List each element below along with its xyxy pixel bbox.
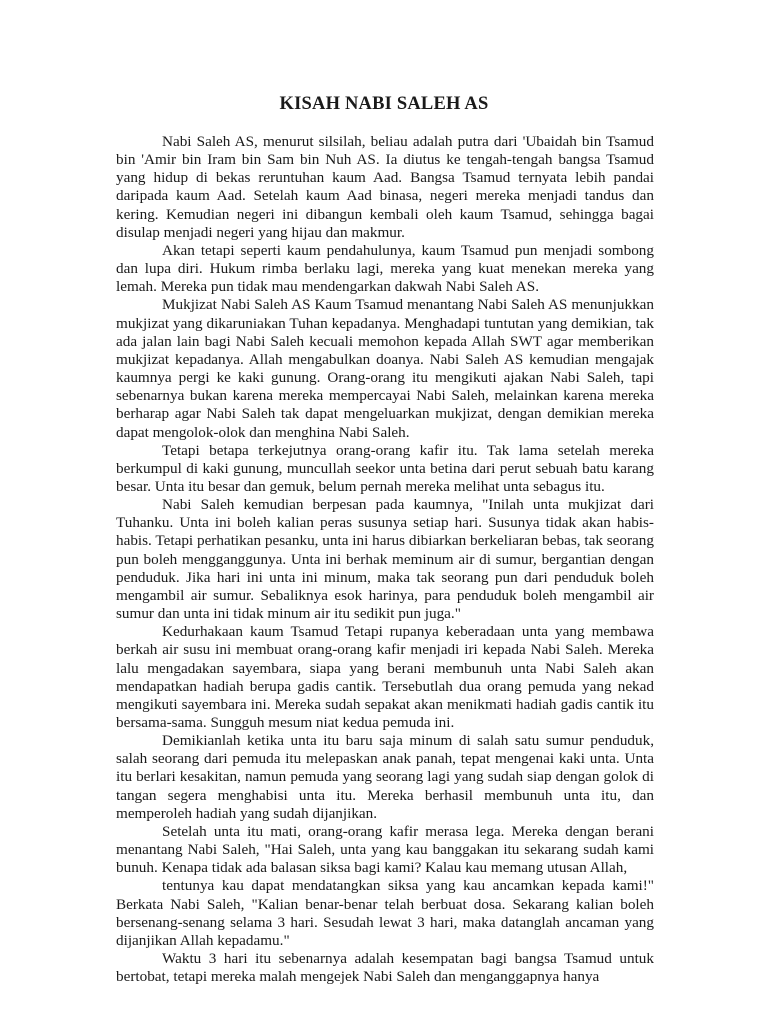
paragraph: tentunya kau dapat mendatangkan siksa yang kau ancamkan kepada kami!" Berkata Nabi Saleh, "Kalian benar-benar telah berbuat dosa. Sekarang kalian boleh bersenang-senang selama 3 hari. Sesudah lewat 3 hari, maka datanglah ancaman yang dijanjikan Allah kepadamu." xyxy=(116,877,654,949)
paragraph: Waktu 3 hari itu sebenarnya adalah kesempatan bagi bangsa Tsamud untuk bertobat, tetapi mereka malah mengejek Nabi Saleh dan menganggapnya hanya xyxy=(116,950,654,986)
paragraph: Mukjizat Nabi Saleh AS Kaum Tsamud menantang Nabi Saleh AS menunjukkan mukjizat yang dikaruniakan Tuhan kepadanya. Menghadapi tuntutan yang demikian, tak ada jalan lain bagi Nabi Saleh kecuali memohon kepada Allah SWT agar memberikan mukjizat kepadanya. Allah mengabulkan doanya. Nabi Saleh AS kemudian mengajak kaumnya pergi ke kaki gunung. Orang-orang itu mengikuti ajakan Nabi Saleh, tapi sebenarnya bukan karena mereka mempercayai Nabi Saleh, melainkan karena mereka berharap agar Nabi Saleh tak dapat mengeluarkan mukjizat, dengan demikian mereka dapat mengolok-olok dan menghina Nabi Saleh. xyxy=(116,296,654,441)
paragraph: Demikianlah ketika unta itu baru saja minum di salah satu sumur penduduk, salah seorang dari pemuda itu melepaskan anak panah, tepat mengenai kaki unta. Unta itu berlari kesakitan, namun pemuda yang seorang lagi yang sudah siap dengan golok di tangan segera menghabisi unta itu. Mereka berhasil membunuh unta itu, dan memperoleh hadiah yang sudah dijanjikan. xyxy=(116,732,654,822)
document-title: KISAH NABI SALEH AS xyxy=(279,94,489,114)
paragraph: Tetapi betapa terkejutnya orang-orang kafir itu. Tak lama setelah mereka berkumpul di kaki gunung, muncullah seekor unta betina dari perut sebuah batu karang besar. Unta itu besar dan gemuk, belum pernah mereka melihat unta sebagus itu. xyxy=(116,441,654,495)
document-body xyxy=(116,133,654,986)
paragraph: Setelah unta itu mati, orang-orang kafir merasa lega. Mereka dengan berani menantang Nabi Saleh, "Hai Saleh, unta yang kau banggakan itu sekarang sudah kami bunuh. Kenapa tidak ada balasan siksa bagi kami? Kalau kau memang utusan Allah, xyxy=(116,822,654,877)
paragraph: Nabi Saleh kemudian berpesan pada kaumnya, "Inilah unta mukjizat dari Tuhanku. Unta ini boleh kalian peras susunya setiap hari. Susunya tidak akan habis-habis. Tetapi perhatikan pesanku, unta ini harus dibiarkan berkeliaran bebas, tak seorang pun boleh mengganggunya. Unta ini berhak meminum air di sumur, bergantian dengan penduduk. Jika hari ini unta ini minum, maka tak seorang pun dari penduduk boleh mengambil air sumur. Sebaliknya esok harinya, para penduduk boleh mengambil air sumur dan unta ini tidak minum air itu sedikit pun juga." xyxy=(116,496,654,623)
paragraph: Kedurhakaan kaum Tsamud Tetapi rupanya keberadaan unta yang membawa berkah air susu ini membuat orang-orang kafir menjadi iri kepada Nabi Saleh. Mereka lalu mengadakan sayembara, siapa yang berani membunuh unta Nabi Saleh akan mendapatkan hadiah berupa gadis cantik. Tersebutlah dua orang pemuda yang nekad mengikuti sayembara ini. Mereka sudah sepakat akan menikmati hadiah gadis cantik itu bersama-sama. Sungguh mesum niat kedua pemuda ini. xyxy=(116,623,654,731)
paragraph: Akan tetapi seperti kaum pendahulunya, kaum Tsamud pun menjadi sombong dan lupa diri. Hukum rimba berlaku lagi, mereka yang kuat menekan mereka yang lemah. Mereka pun tidak mau mendengarkan dakwah Nabi Saleh AS. xyxy=(116,241,654,296)
paragraph: Nabi Saleh AS, menurut silsilah, beliau adalah putra dari 'Ubaidah bin Tsamud bin 'Amir bin Iram bin Sam bin Nuh AS. Ia diutus ke tengah-tengah bangsa Tsamud yang hidup di bekas reruntuhan kaum Aad. Bangsa Tsamud ternyata lebih pandai daripada kaum Aad. Setelah kaum Aad binasa, negeri mereka menjadi tandus dan kering. Kemudian negeri ini dibangun kembali oleh kaum Tsamud, sehingga bagai disulap menjadi negeri yang hijau dan makmur. xyxy=(116,133,654,241)
